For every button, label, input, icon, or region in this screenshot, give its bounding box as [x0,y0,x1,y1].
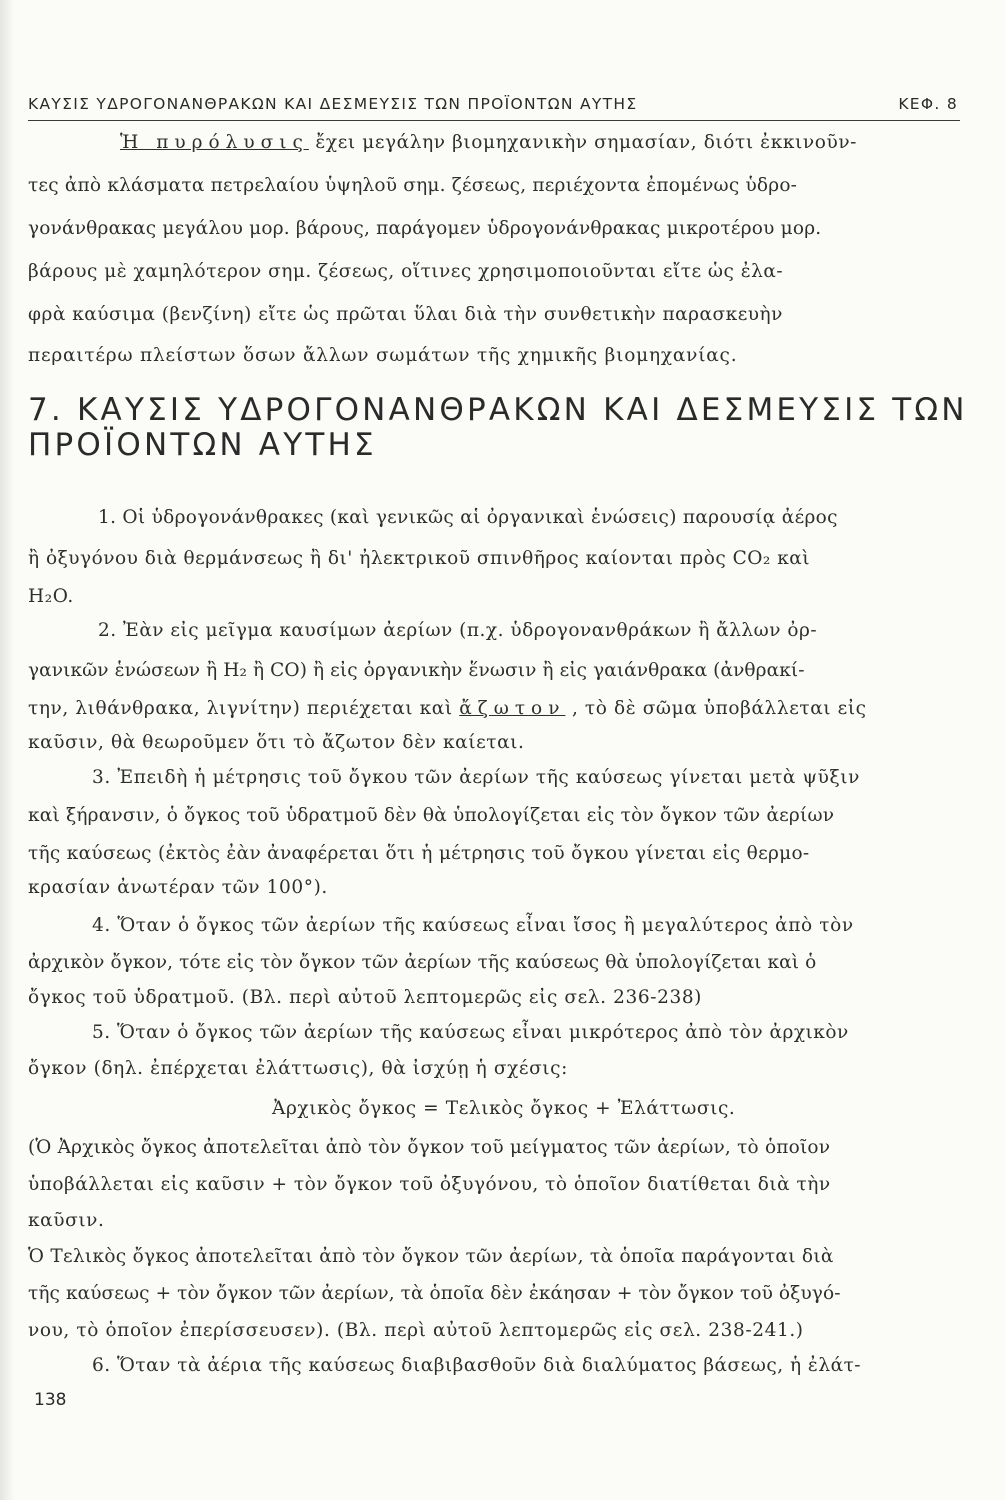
note-line-3: καῦσιν. [28,1210,105,1231]
paragraph-3-line-4: κρασίαν ἀνωτέραν τῶν 100°). [28,877,328,898]
paragraph-2-line-4: καῦσιν, θὰ θεωροῦμεν ὅτι τὸ ἄζωτον δὲν καίεται. [28,732,525,753]
nitrogen-term: ἄζωτον [459,698,566,719]
running-header-title: ΚΑΥΣΙΣ ΥΔΡΟΓΟΝΑΝΘΡΑΚΩΝ ΚΑΙ ΔΕΣΜΕΥΣΙΣ ΤΩΝ ΠΡΟΪΟΝΤΩΝ ΑΥΤΗΣ [28,95,638,113]
paragraph-4-line-3: ὄγκος τοῦ ὑδρατμοῦ. (Βλ. περὶ αὐτοῦ λεπτομερῶς εἰς σελ. 236-238) [28,987,703,1008]
intro-line-1-text: ἔχει μεγάλην βιομηχανικὴν σημασίαν, διότι ἐκκινοῦν- [315,132,858,153]
paragraph-5-line-2: ὄγκον (δηλ. ἐπέρχεται ἐλάττωσις), θὰ ἰσχύῃ ἡ σχέσις: [28,1058,568,1079]
paragraph-4-line-2: ἀρχικὸν ὄγκον, τότε εἰς τὸν ὄγκον τῶν ἀερίων τῆς καύσεως θὰ ὑπολογίζεται καὶ ὁ [28,952,817,973]
paragraph-5-line-1: 5. Ὅταν ὁ ὄγκος τῶν ἀερίων τῆς καύσεως εἶναι μικρότερος ἀπὸ τὸν ἀρχικὸν [92,1022,849,1043]
intro-term: Ἡ πυρόλυσις [120,132,309,153]
paragraph-6-line-1: 6. Ὅταν τὰ ἀέρια τῆς καύσεως διαβιβασθοῦν διὰ διαλύματος βάσεως, ἡ ἐλάτ- [92,1355,862,1376]
paragraph-3-line-1: 3. Ἐπειδὴ ἡ μέτρησις τοῦ ὄγκου τῶν ἀερίων τῆς καύσεως γίνεται μετὰ ψῦξιν [92,767,860,788]
intro-line-5: φρὰ καύσιμα (βενζίνη) εἴτε ὡς πρῶται ὕλαι διὰ τὴν συνθετικὴν παρασκευὴν [28,304,783,325]
note-line-6: νου, τὸ ὁποῖον ἐπερίσσευσεν). (Βλ. περὶ αὐτοῦ λεπτομερῶς εἰς σελ. 238-241.) [28,1320,804,1341]
paragraph-1-line-1: 1. Οἱ ὑδρογονάνθρακες (καὶ γενικῶς αἱ ὀργανικαὶ ἑνώσεις) παρουσίᾳ ἀέρος [98,507,838,528]
paragraph-1-line-3: H₂O. [28,586,74,607]
running-header [28,92,960,121]
paragraph-2-line-2: γανικῶν ἑνώσεων ἢ H₂ ἢ CO) ἢ εἰς ὀργανικὴν ἕνωσιν ἢ εἰς γαιάνθρακα (ἀνθρακί- [28,660,805,681]
paragraph-3-line-2: καὶ ξήρανσιν, ὁ ὄγκος τοῦ ὑδρατμοῦ δὲν θὰ ὑπολογίζεται εἰς τὸν ὄγκον τῶν ἀερίων [28,805,835,826]
note-line-2: ὑποβάλλεται εἰς καῦσιν + τὸν ὄγκον τοῦ ὀξυγόνου, τὸ ὁποῖον διατίθεται διὰ τὴν [28,1174,831,1195]
intro-line-1 [120,132,857,153]
intro-line-4: βάρους μὲ χαμηλότερον σημ. ζέσεως, οἵτινες χρησιμοποιοῦνται εἴτε ὡς ἐλα- [28,261,784,282]
page-number: 138 [34,1390,67,1410]
section-heading-line-2: ΠΡΟΪΟΝΤΩΝ ΑΥΤΗΣ [28,427,377,463]
note-line-5: τῆς καύσεως + τὸν ὄγκον τῶν ἀερίων, τὰ ὁποῖα δὲν ἐκάησαν + τὸν ὄγκον τοῦ ὀξυγό- [28,1283,841,1304]
paragraph-4-line-1: 4. Ὅταν ὁ ὄγκος τῶν ἀερίων τῆς καύσεως εἶναι ἴσος ἢ μεγαλύτερος ἀπὸ τὸν [92,915,854,936]
intro-line-3: γονάνθρακας μεγάλου μορ. βάρους, παράγομεν ὑδρογονάνθρακας μικροτέρου μορ. [28,218,822,239]
intro-line-6: περαιτέρω πλείστων ὅσων ἄλλων σωμάτων τῆς χημικῆς βιομηχανίας. [28,345,738,366]
paragraph-2-line-3-start: την, λιθάνθρακα, λιγνίτην) περιέχεται καὶ [28,698,453,719]
formula-line: Ἀρχικὸς ὄγκος = Τελικὸς ὄγκος + Ἐλάττωσις. [272,1098,736,1119]
note-line-4: Ὁ Τελικὸς ὄγκος ἀποτελεῖται ἀπὸ τὸν ὄγκον τῶν ἀερίων, τὰ ὁποῖα παράγονται διὰ [28,1246,834,1267]
page-binding-shadow [0,0,14,1500]
paragraph-1-line-2: ἢ ὀξυγόνου διὰ θερμάνσεως ἢ δι' ἠλεκτρικοῦ σπινθῆρος καίονται πρὸς CO₂ καὶ [28,548,811,569]
paragraph-3-line-3: τῆς καύσεως (ἐκτὸς ἐὰν ἀναφέρεται ὅτι ἡ μέτρησις τοῦ ὄγκου γίνεται εἰς θερμο- [28,843,810,864]
paragraph-2-line-3 [28,698,867,719]
section-heading-line-1: 7. ΚΑΥΣΙΣ ΥΔΡΟΓΟΝΑΝΘΡΑΚΩΝ ΚΑΙ ΔΕΣΜΕΥΣΙΣ ΤΩΝ [28,392,968,428]
paragraph-2-line-3-end: , τὸ δὲ σῶμα ὑποβάλλεται εἰς [571,698,867,719]
intro-line-2: τες ἀπὸ κλάσματα πετρελαίου ὑψηλοῦ σημ. ζέσεως, περιέχοντα ἐπομένως ὑδρο- [28,175,798,196]
paragraph-2-line-1: 2. Ἐὰν εἰς μεῖγμα καυσίμων ἀερίων (π.χ. ὑδρογονανθράκων ἢ ἄλλων ὀρ- [98,620,818,641]
note-line-1: (Ὁ Ἀρχικὸς ὄγκος ἀποτελεῖται ἀπὸ τὸν ὄγκον τοῦ μείγματος τῶν ἀερίων, τὸ ὁποῖον [28,1137,831,1158]
chapter-label: ΚΕΦ. 8 [898,95,958,113]
